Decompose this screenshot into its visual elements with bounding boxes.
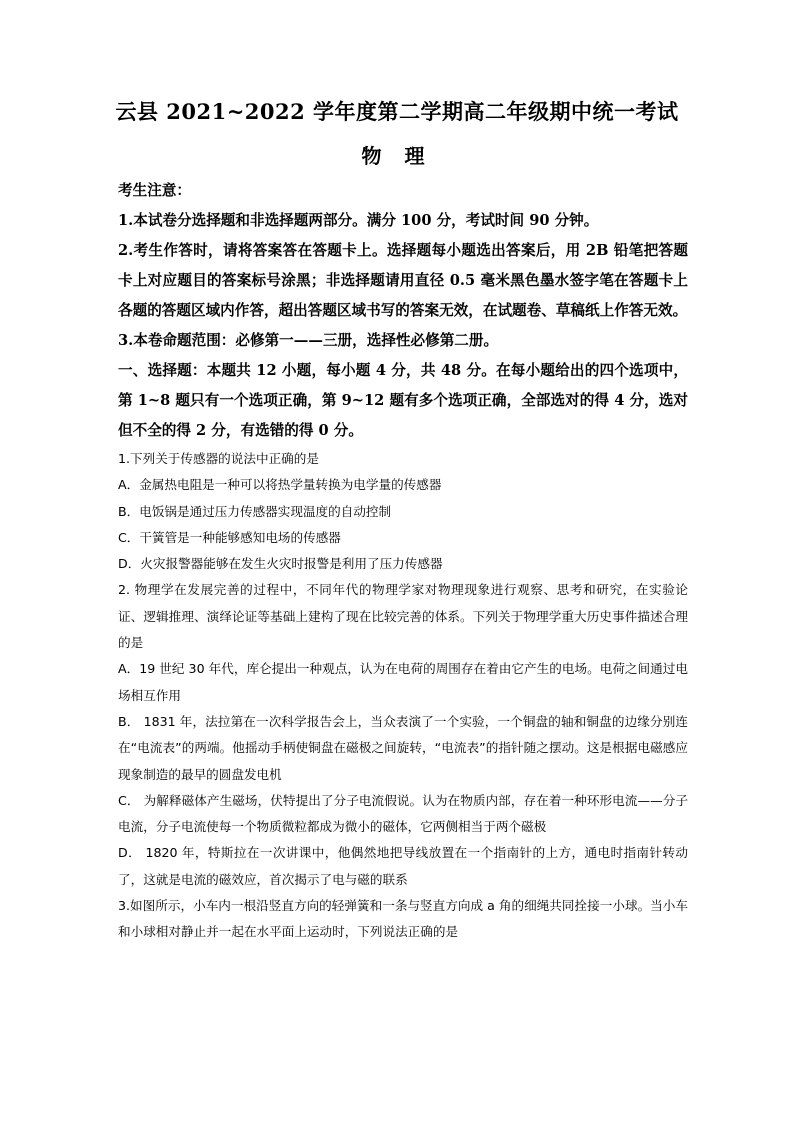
- question-1-option-c: C．干簧管是一种能够感知电场的传感器: [118, 529, 341, 545]
- question-2-option-c: C． 为解释磁体产生磁场，伏特提出了分子电流假说。认为在物质内部，存在着一种环形电流——分子电流，分子电流使每一个物质微粒都成为微小的磁体，它两侧相当于两个磁极: [118, 792, 688, 835]
- exam-content: [118, 176, 688, 946]
- notice-item-3: 3.本卷命题范围：必修第一——三册，选择性必修第二册。: [118, 332, 499, 349]
- question-3-stem: 3.如图所示，小车内一根沿竖直方向的轻弹簧和一条与竖直方向成 a 角的细绳共同拴接一小球。当小车和小球相对静止并一起在水平面上运动时，下列说法正确的是: [118, 898, 688, 940]
- question-1-option-b: B．电饭锅是通过压力传感器实现温度的自动控制: [118, 503, 392, 519]
- section-1-instructions: 一、选择题：本题共 12 小题，每小题 4 分，共 48 分。在每小题给出的四个选项中，第 1~8 题只有一个选项正确，第 9~12 题有多个选项正确，全部选对的得 4 分，选对但不全的得 2 分，有选错的得 0 分。: [118, 362, 688, 439]
- notice-heading: 考生注意：: [118, 182, 191, 199]
- question-2-option-d: D． 1820 年，特斯拉在一次讲课中，他偶然地把导线放置在一个指南针的上方，通电时指南针转动了，这就是电流的磁效应，首次揭示了电与磁的联系: [118, 845, 688, 887]
- question-2-stem: 2. 物理学在发展完善的过程中，不同年代的物理学家对物理现象进行观察、思考和研究，在实验论证、逻辑推理、演绎论证等基础上建构了现在比较完善的体系。下列关于物理学重大历史事件描述合理的是: [118, 582, 688, 651]
- question-1-option-d: D．火灾报警器能够在发生火灾时报警是利用了压力传感器: [118, 556, 443, 572]
- notice-item-2: 2.考生作答时，请将答案答在答题卡上。选择题每小题选出答案后，用 2B 铅笔把答题卡上对应题目的答案标号涂黑；非选择题请用直径 0.5 毫米黑色墨水签字笔在答题卡上各题的答题区域内作答，超出答题区域书写的答案无效，在试题卷、草稿纸上作答无效。: [118, 242, 688, 319]
- question-1-stem: 1.下列关于传感器的说法中正确的是: [118, 451, 319, 466]
- question-1-option-a: A．金属热电阻是一种可以将热学量转换为电学量的传感器: [118, 477, 442, 493]
- question-2-option-b: B． 1831 年，法拉第在一次科学报告会上，当众表演了一个实验，一个铜盘的轴和铜盘的边缘分别连在“电流表”的两端。他摇动手柄使铜盘在磁极之间旋转，“电流表”的指针随之摆动。这是根据电磁感应现象制造的最早的圆盘发电机: [118, 713, 688, 782]
- question-1: [118, 446, 688, 577]
- subject-title: 物 理: [361, 144, 433, 168]
- question-2: [118, 577, 688, 893]
- notice-item-1: 1.本试卷分选择题和非选择题两部分。满分 100 分，考试时间 90 分钟。: [118, 212, 599, 229]
- exam-title: 云县 2021~2022 学年度第二学期高二年级期中统一考试: [115, 99, 679, 124]
- question-3: [118, 893, 688, 946]
- question-2-option-a: A．19 世纪 30 年代，库仑提出一种观点，认为在电荷的周围存在着由它产生的电场。电荷之间通过电场相互作用: [118, 661, 688, 703]
